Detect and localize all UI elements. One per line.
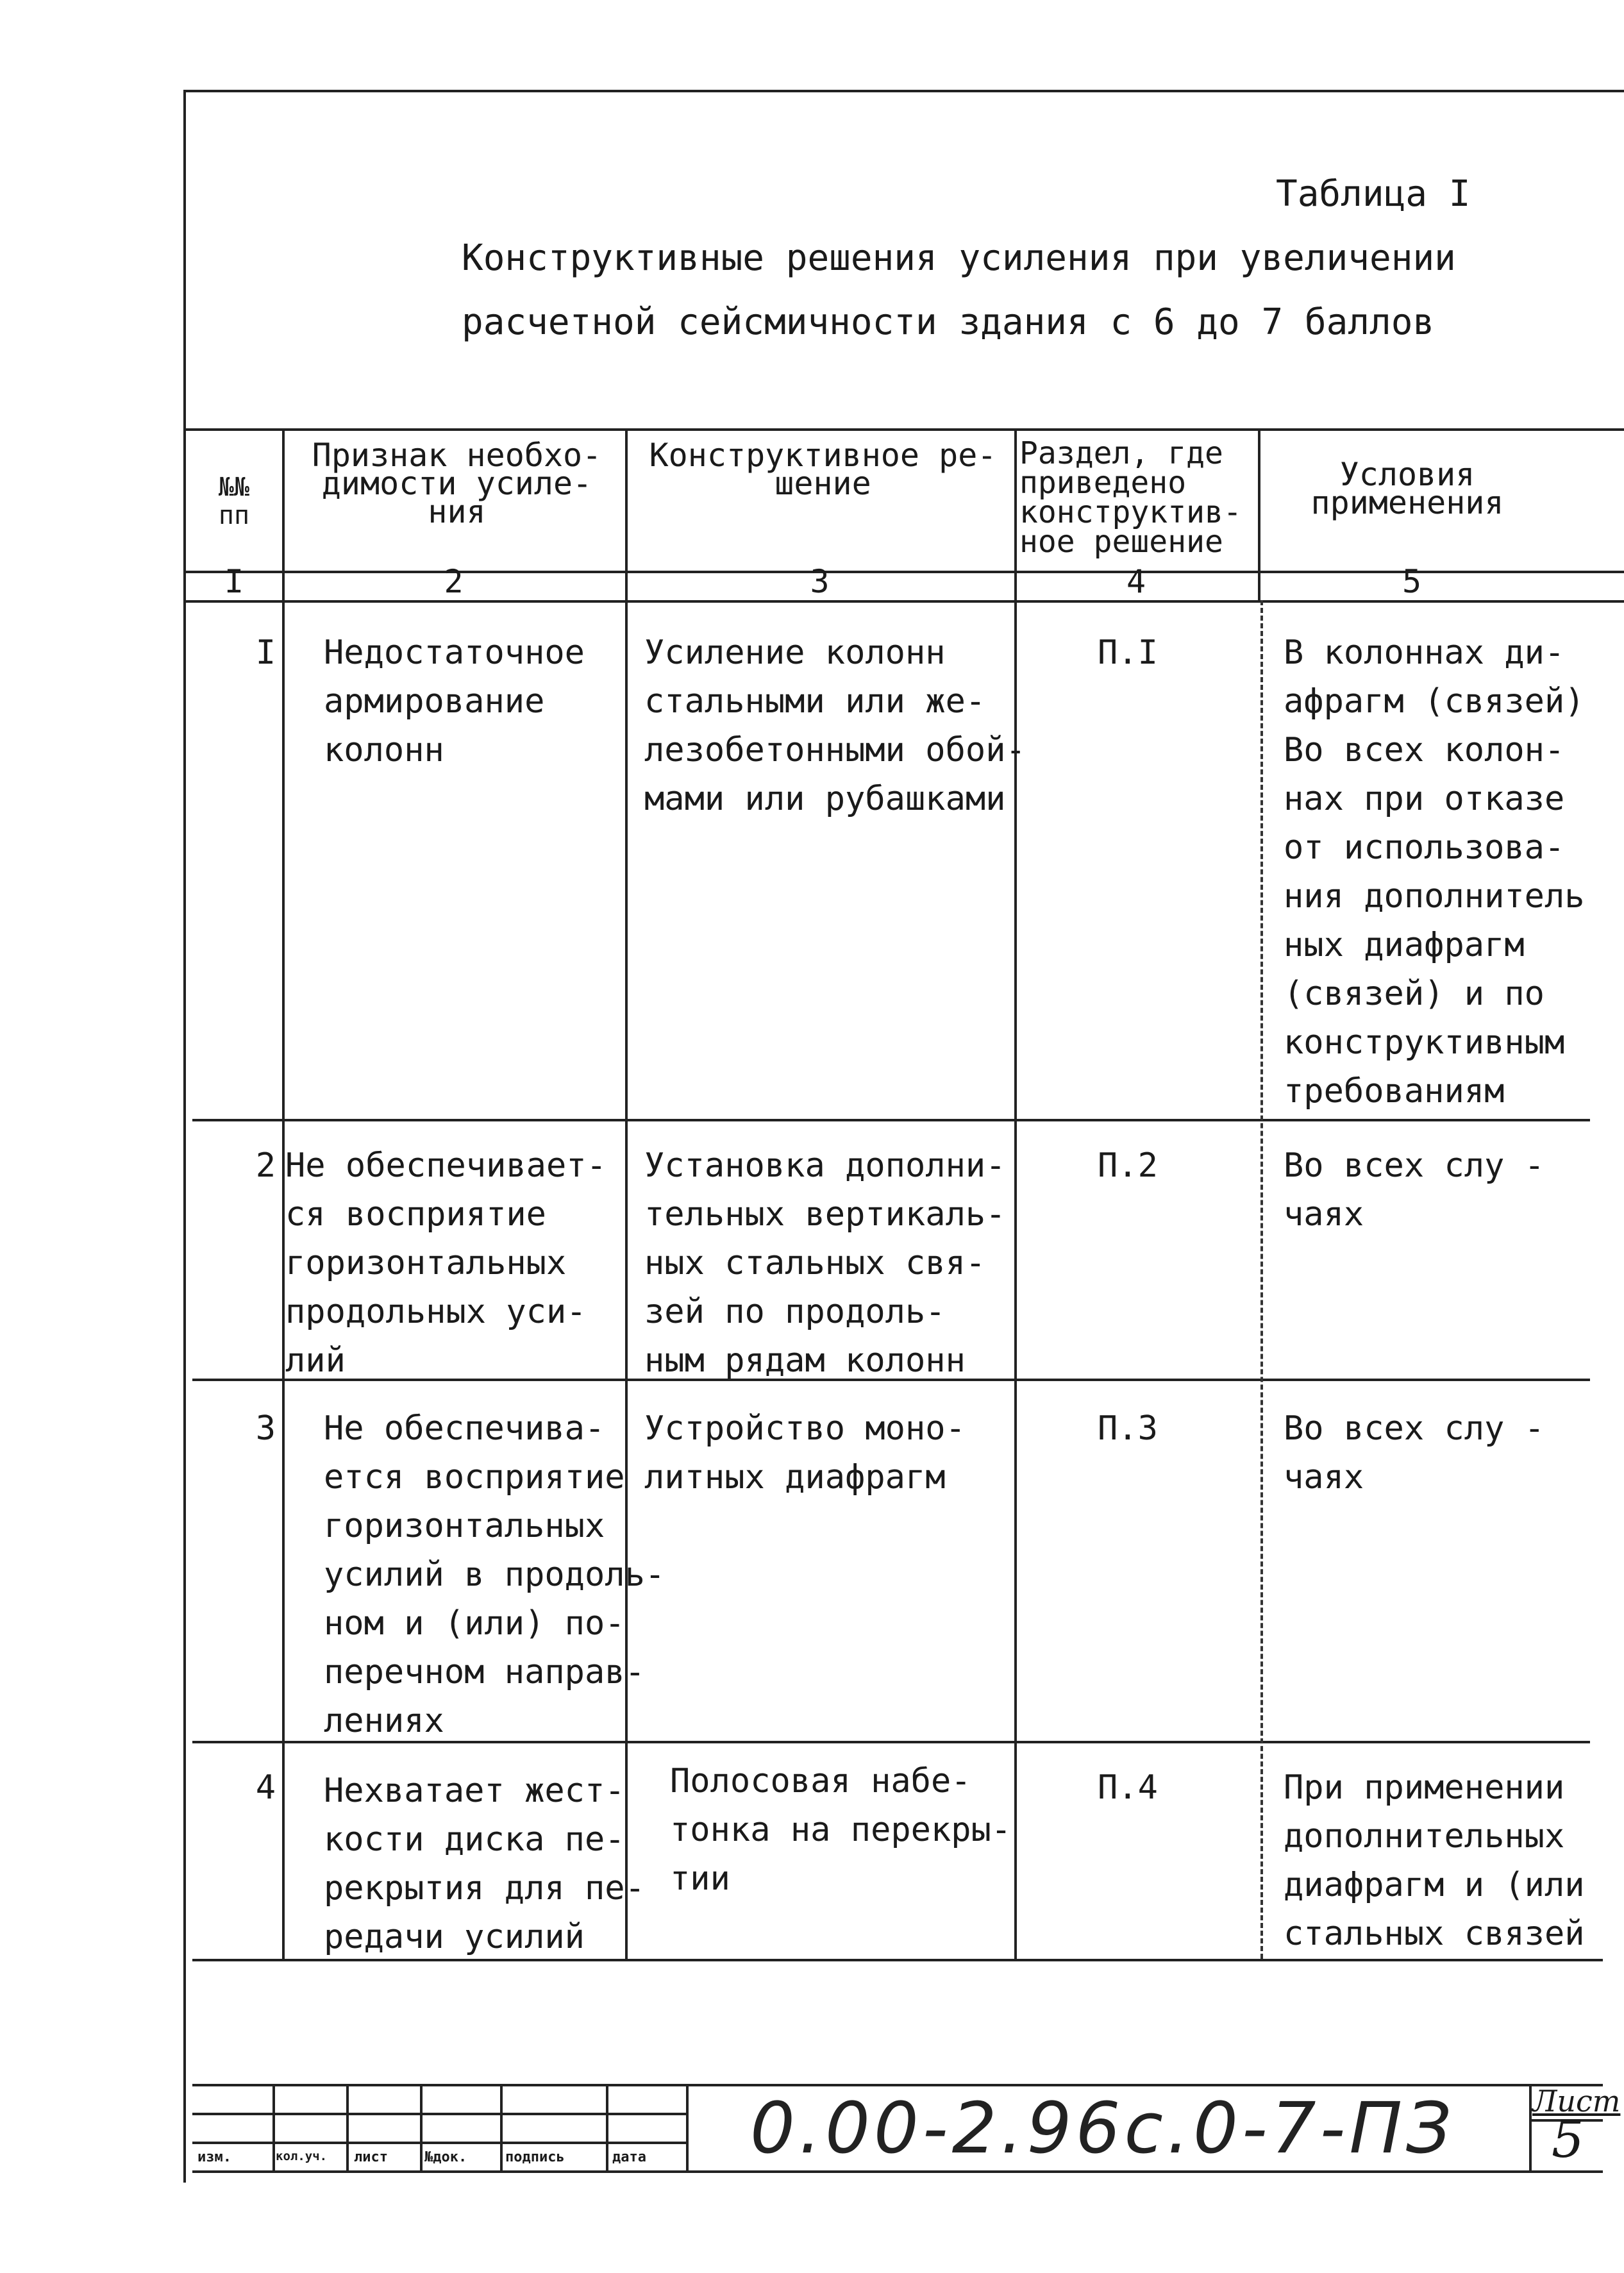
document-number: 0.00-2.96с.0-7-ПЗ [750, 2087, 1455, 2169]
stamp-col-4 [500, 2084, 503, 2173]
row-3-conditions: Во всех слу - чаях [1284, 1409, 1544, 1497]
colnum-5: 5 [1402, 563, 1422, 600]
colnum-3: 3 [810, 563, 830, 600]
stamp-sheet-divider [1529, 2084, 1532, 2173]
stamp-label-list: лист [354, 2149, 388, 2165]
col-divider-1 [282, 428, 285, 1959]
stamp-top-rule [192, 2084, 1603, 2086]
table-title-line-2: расчетной сейсмичности здания с 6 до 7 баллов [462, 301, 1435, 343]
row-1-number: I [255, 633, 276, 672]
stamp-label-kol-uch: кол.уч. [276, 2149, 328, 2163]
stamp-label-izm: изм. [197, 2149, 231, 2165]
header-sign: Признак необхо- димости усиле- ния [312, 437, 602, 530]
row-1-sign: Недостаточное армирование колонн [324, 633, 585, 769]
row-1-section: П.I [1098, 633, 1158, 672]
stamp-col-3 [420, 2084, 423, 2173]
row-4-sign: Нехватает жест- кости диска пе- рекрытия для пе- редачи усилий [324, 1772, 645, 1956]
stamp-col-5 [606, 2084, 608, 2173]
col-divider-4-dashed [1260, 600, 1263, 1959]
colnum-bottom-rule [183, 600, 1624, 603]
row-3-section: П.3 [1098, 1409, 1158, 1448]
colnum-1: I [224, 563, 244, 600]
stamp-rule-3 [192, 2142, 686, 2144]
row-4-number: 4 [255, 1768, 276, 1807]
row-4-solution: Полосовая набе- тонка на перекры- тии [670, 1762, 1012, 1898]
row-2-sign: Не обеспечивает- ся восприятие горизонтальных продольных уси- лий [285, 1146, 607, 1380]
header-section: Раздел, где приведено конструктив- ное решение [1019, 435, 1242, 560]
row-3-number: 3 [255, 1409, 276, 1448]
stamp-col-1 [272, 2084, 275, 2173]
stamp-label-ndok: №док. [424, 2149, 467, 2165]
table-title-line-1: Конструктивные решения усиления при увеличении [462, 237, 1456, 279]
stamp-col-6 [686, 2084, 689, 2173]
sheet-label: Лист [1532, 2084, 1621, 2118]
row-3-solution: Устройство моно- литных диафрагм [644, 1409, 966, 1497]
row-1-bottom-rule [192, 1119, 1590, 1121]
header-number: №№ пп [218, 473, 250, 530]
stamp-rule-4 [192, 2170, 1603, 2173]
row-2-conditions: Во всех слу - чаях [1284, 1146, 1544, 1234]
header-conditions: Условия применения [1310, 456, 1504, 521]
colnum-4: 4 [1126, 563, 1146, 600]
row-3-sign: Не обеспечива- ется восприятие горизонтальных усилий в продоль- ном и (или) по- перечном направ- лениях [324, 1409, 666, 1740]
row-4-conditions: При применении дополнительных диафрагм и (или стальных связей [1284, 1768, 1585, 1953]
row-2-section: П.2 [1098, 1146, 1158, 1185]
table-top-rule [183, 428, 1624, 431]
colnum-2: 2 [444, 563, 464, 600]
row-2-number: 2 [255, 1146, 276, 1185]
stamp-rule-2 [192, 2113, 686, 2115]
stamp-col-2 [346, 2084, 349, 2173]
row-4-section: П.4 [1098, 1768, 1158, 1807]
header-solution: Конструктивное ре- шение [649, 437, 997, 502]
row-1-conditions: В колоннах ди- афрагм (связей) Во всех колон- нах при отказе от использова- ния дополнитель ных диафрагм (связей) и по конструктивным требованиям [1284, 633, 1585, 1111]
stamp-label-podpis: подпись [505, 2149, 565, 2165]
stamp-label-data: дата [612, 2149, 646, 2165]
row-1-solution: Усиление колонн стальными или же- лезобетонными обой- мами или рубашками [644, 633, 1026, 818]
sheet-number: 5 [1552, 2109, 1584, 2169]
table-label: Таблица I [1276, 173, 1471, 215]
row-2-solution: Установка дополни- тельных вертикаль- ных стальных свя- зей по продоль- ным рядам колонн [644, 1146, 1006, 1380]
